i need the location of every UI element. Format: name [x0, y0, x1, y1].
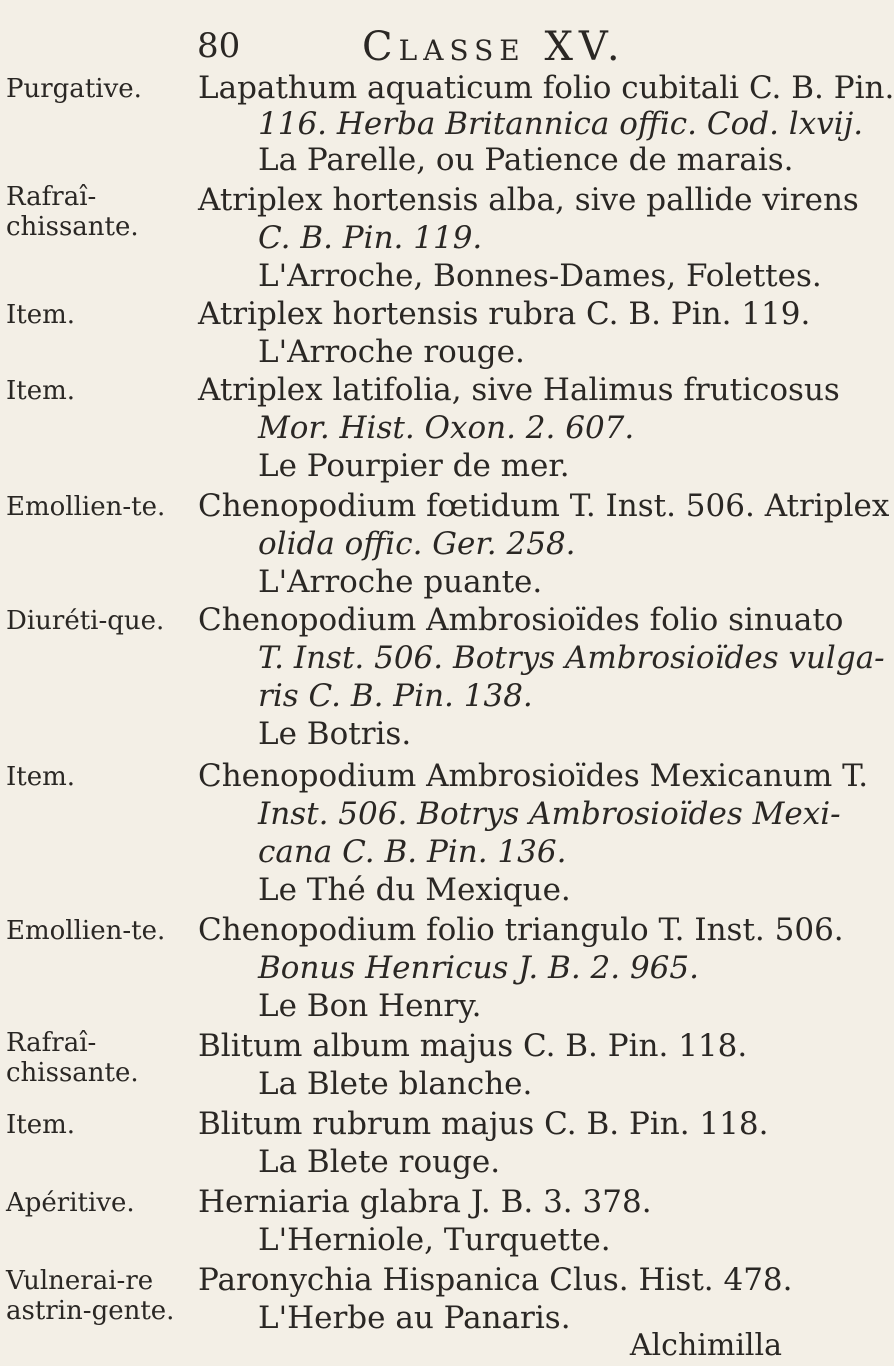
- entry-line: L'Herbe au Panaris.: [258, 1300, 571, 1336]
- margin-note: Apéritive.: [6, 1188, 135, 1218]
- entry-line: Le Bon Henry.: [258, 988, 482, 1024]
- entry-line: L'Herniole, Turquette.: [258, 1222, 611, 1258]
- entry-line: Lapathum aquaticum folio cubitali C. B. Pin.: [198, 70, 894, 106]
- margin-note: Vulnerai-re astrin-gente.: [6, 1266, 175, 1326]
- margin-note: Emollien-te.: [6, 492, 166, 522]
- entry-line: Mor. Hist. Oxon. 2. 607.: [258, 410, 635, 446]
- margin-note: Purgative.: [6, 74, 142, 104]
- entry-line: Le Botris.: [258, 716, 412, 752]
- entry-line: T. Inst. 506. Botrys Ambrosioïdes vulga-: [258, 640, 885, 676]
- margin-note: Rafraî-chissante.: [6, 1028, 139, 1088]
- entry-line: Le Pourpier de mer.: [258, 448, 570, 484]
- page-number: 80: [197, 26, 241, 66]
- entry-line: Chenopodium fœtidum T. Inst. 506. Atriplex: [198, 488, 890, 524]
- entry-line: Blitum album majus C. B. Pin. 118.: [198, 1028, 748, 1064]
- catchword: Alchimilla: [629, 1328, 782, 1363]
- entry-line: Bonus Henricus J. B. 2. 965.: [258, 950, 699, 986]
- entry-line: olida offic. Ger. 258.: [258, 526, 576, 562]
- page-header: [0, 16, 800, 70]
- entry-line: La Blete rouge.: [258, 1144, 501, 1180]
- entry-line: Blitum rubrum majus C. B. Pin. 118.: [198, 1106, 769, 1142]
- margin-note: Item.: [6, 1110, 76, 1140]
- page-title: Classe XV.: [362, 24, 626, 70]
- entry-line: 116. Herba Britannica offic. Cod. lxvij.: [258, 106, 864, 142]
- entry-line: Le Thé du Mexique.: [258, 872, 571, 908]
- entry-line: Inst. 506. Botrys Ambrosioïdes Mexi-: [258, 796, 841, 832]
- entry-line: L'Arroche rouge.: [258, 334, 525, 370]
- entry-line: Chenopodium Ambrosioïdes Mexicanum T.: [198, 758, 869, 794]
- margin-note: Diuréti-que.: [6, 606, 165, 636]
- entry-line: La Parelle, ou Patience de marais.: [258, 142, 794, 178]
- entry-line: Atriplex hortensis rubra C. B. Pin. 119.: [198, 296, 811, 332]
- entry-line: Paronychia Hispanica Clus. Hist. 478.: [198, 1262, 793, 1298]
- margin-note: Item.: [6, 762, 76, 792]
- entry-line: Atriplex latifolia, sive Halimus fruticosus: [198, 372, 840, 408]
- entry-line: L'Arroche puante.: [258, 564, 543, 600]
- margin-note: Item.: [6, 300, 76, 330]
- entry-line: Chenopodium Ambrosioïdes folio sinuato: [198, 602, 844, 638]
- entry-line: L'Arroche, Bonnes-Dames, Folettes.: [258, 258, 822, 294]
- entry-line: ris C. B. Pin. 138.: [258, 678, 533, 714]
- entry-line: Chenopodium folio triangulo T. Inst. 506.: [198, 912, 844, 948]
- entry-line: C. B. Pin. 119.: [258, 220, 483, 256]
- entry-line: Atriplex hortensis alba, sive pallide virens: [198, 182, 859, 218]
- entry-line: Herniaria glabra J. B. 3. 378.: [198, 1184, 652, 1220]
- entry-line: La Blete blanche.: [258, 1066, 533, 1102]
- entry-line: cana C. B. Pin. 136.: [258, 834, 567, 870]
- margin-note: Rafraî-chissante.: [6, 182, 139, 242]
- margin-note: Emollien-te.: [6, 916, 166, 946]
- margin-note: Item.: [6, 376, 76, 406]
